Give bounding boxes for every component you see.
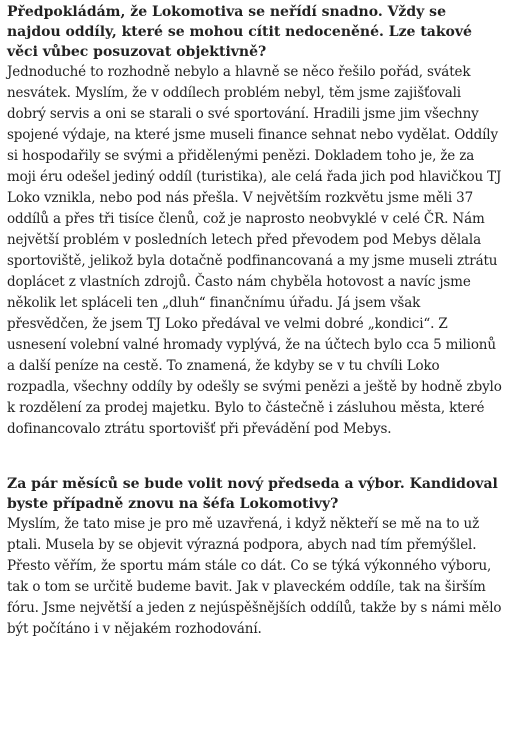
interview-answer-2: Myslím, že tato mise je pro mě uzavřená, i když někteří se mě na to už ptali. Musela by se objevit výrazná podpora, abych nad tím přemýšlel. Přesto věřím, že sportu mám stále co dát. Co se týká výkonného výboru, tak o tom se určitě budeme bavit. Jak v plaveckém oddíle, tak na širším fóru. Jsme největší a jeden z nejúspěšnějších oddílů, takže by s námi mělo být počítáno i v nějakém rozhodování.: [7, 516, 502, 637]
section-spacer: [7, 440, 503, 474]
article: [7, 2, 503, 640]
interview-question-1: Předpokládám, že Lokomotiva se neřídí snadno. Vždy se najdou oddíly, které se mohou cítit nedoceněné. Lze takové věci vůbec posuzovat objektivně?: [7, 4, 472, 60]
interview-question-2: Za pár měsíců se bude volit nový předseda a výbor. Kandidoval byste případně znovu na šéfa Lokomotivy?: [7, 476, 498, 512]
interview-answer-1: Jednoduché to rozhodně nebylo a hlavně se něco řešilo pořád, svátek nesvátek. Myslím, že v oddílech problém nebyl, těm jsme zajišťovali dobrý servis a oni se starali o své sportování. Hradili jsme jim všechny spojené výdaje, na které jsme museli finance sehnat nebo vydělat. Oddíly si hospodařily se svými a přidělenými penězi. Dokladem toho je, že za moji éru odešel jediný oddíl (turistika), ale celá řada jich pod hlavičkou TJ Loko vznikla, nebo pod nás přešla. V největším rozkvětu jsme měli 37 oddílů a přes tři tisíce členů, což je naprosto neobvyklé v celé ČR. Nám největší problém v posledních letech před převodem pod Mebys dělala sportoviště, jelikož byla dotačně podfinancovaná a my jsme museli ztrátu doplácet z vlastních zdrojů. Často nám chyběla hotovost a navíc jsme několik let spláceli ten „dluh“ finančnímu úřadu. Já jsem však přesvědčen, že jsem TJ Loko předával ve velmi dobré „kondici“. Z usnesení volební valné hromady vyplývá, že na účtech bylo cca 5 milionů a další peníze na cestě. To znamená, že kdyby se v tu chvíli Loko rozpadla, všechny oddíly by odešly se svými penězi a ještě by hodně zbylo k rozdělení za prodej majetku. Bylo to částečně i zásluhou města, které dofinancovalo ztrátu sportovišť při převádění pod Mebys.: [7, 64, 502, 437]
